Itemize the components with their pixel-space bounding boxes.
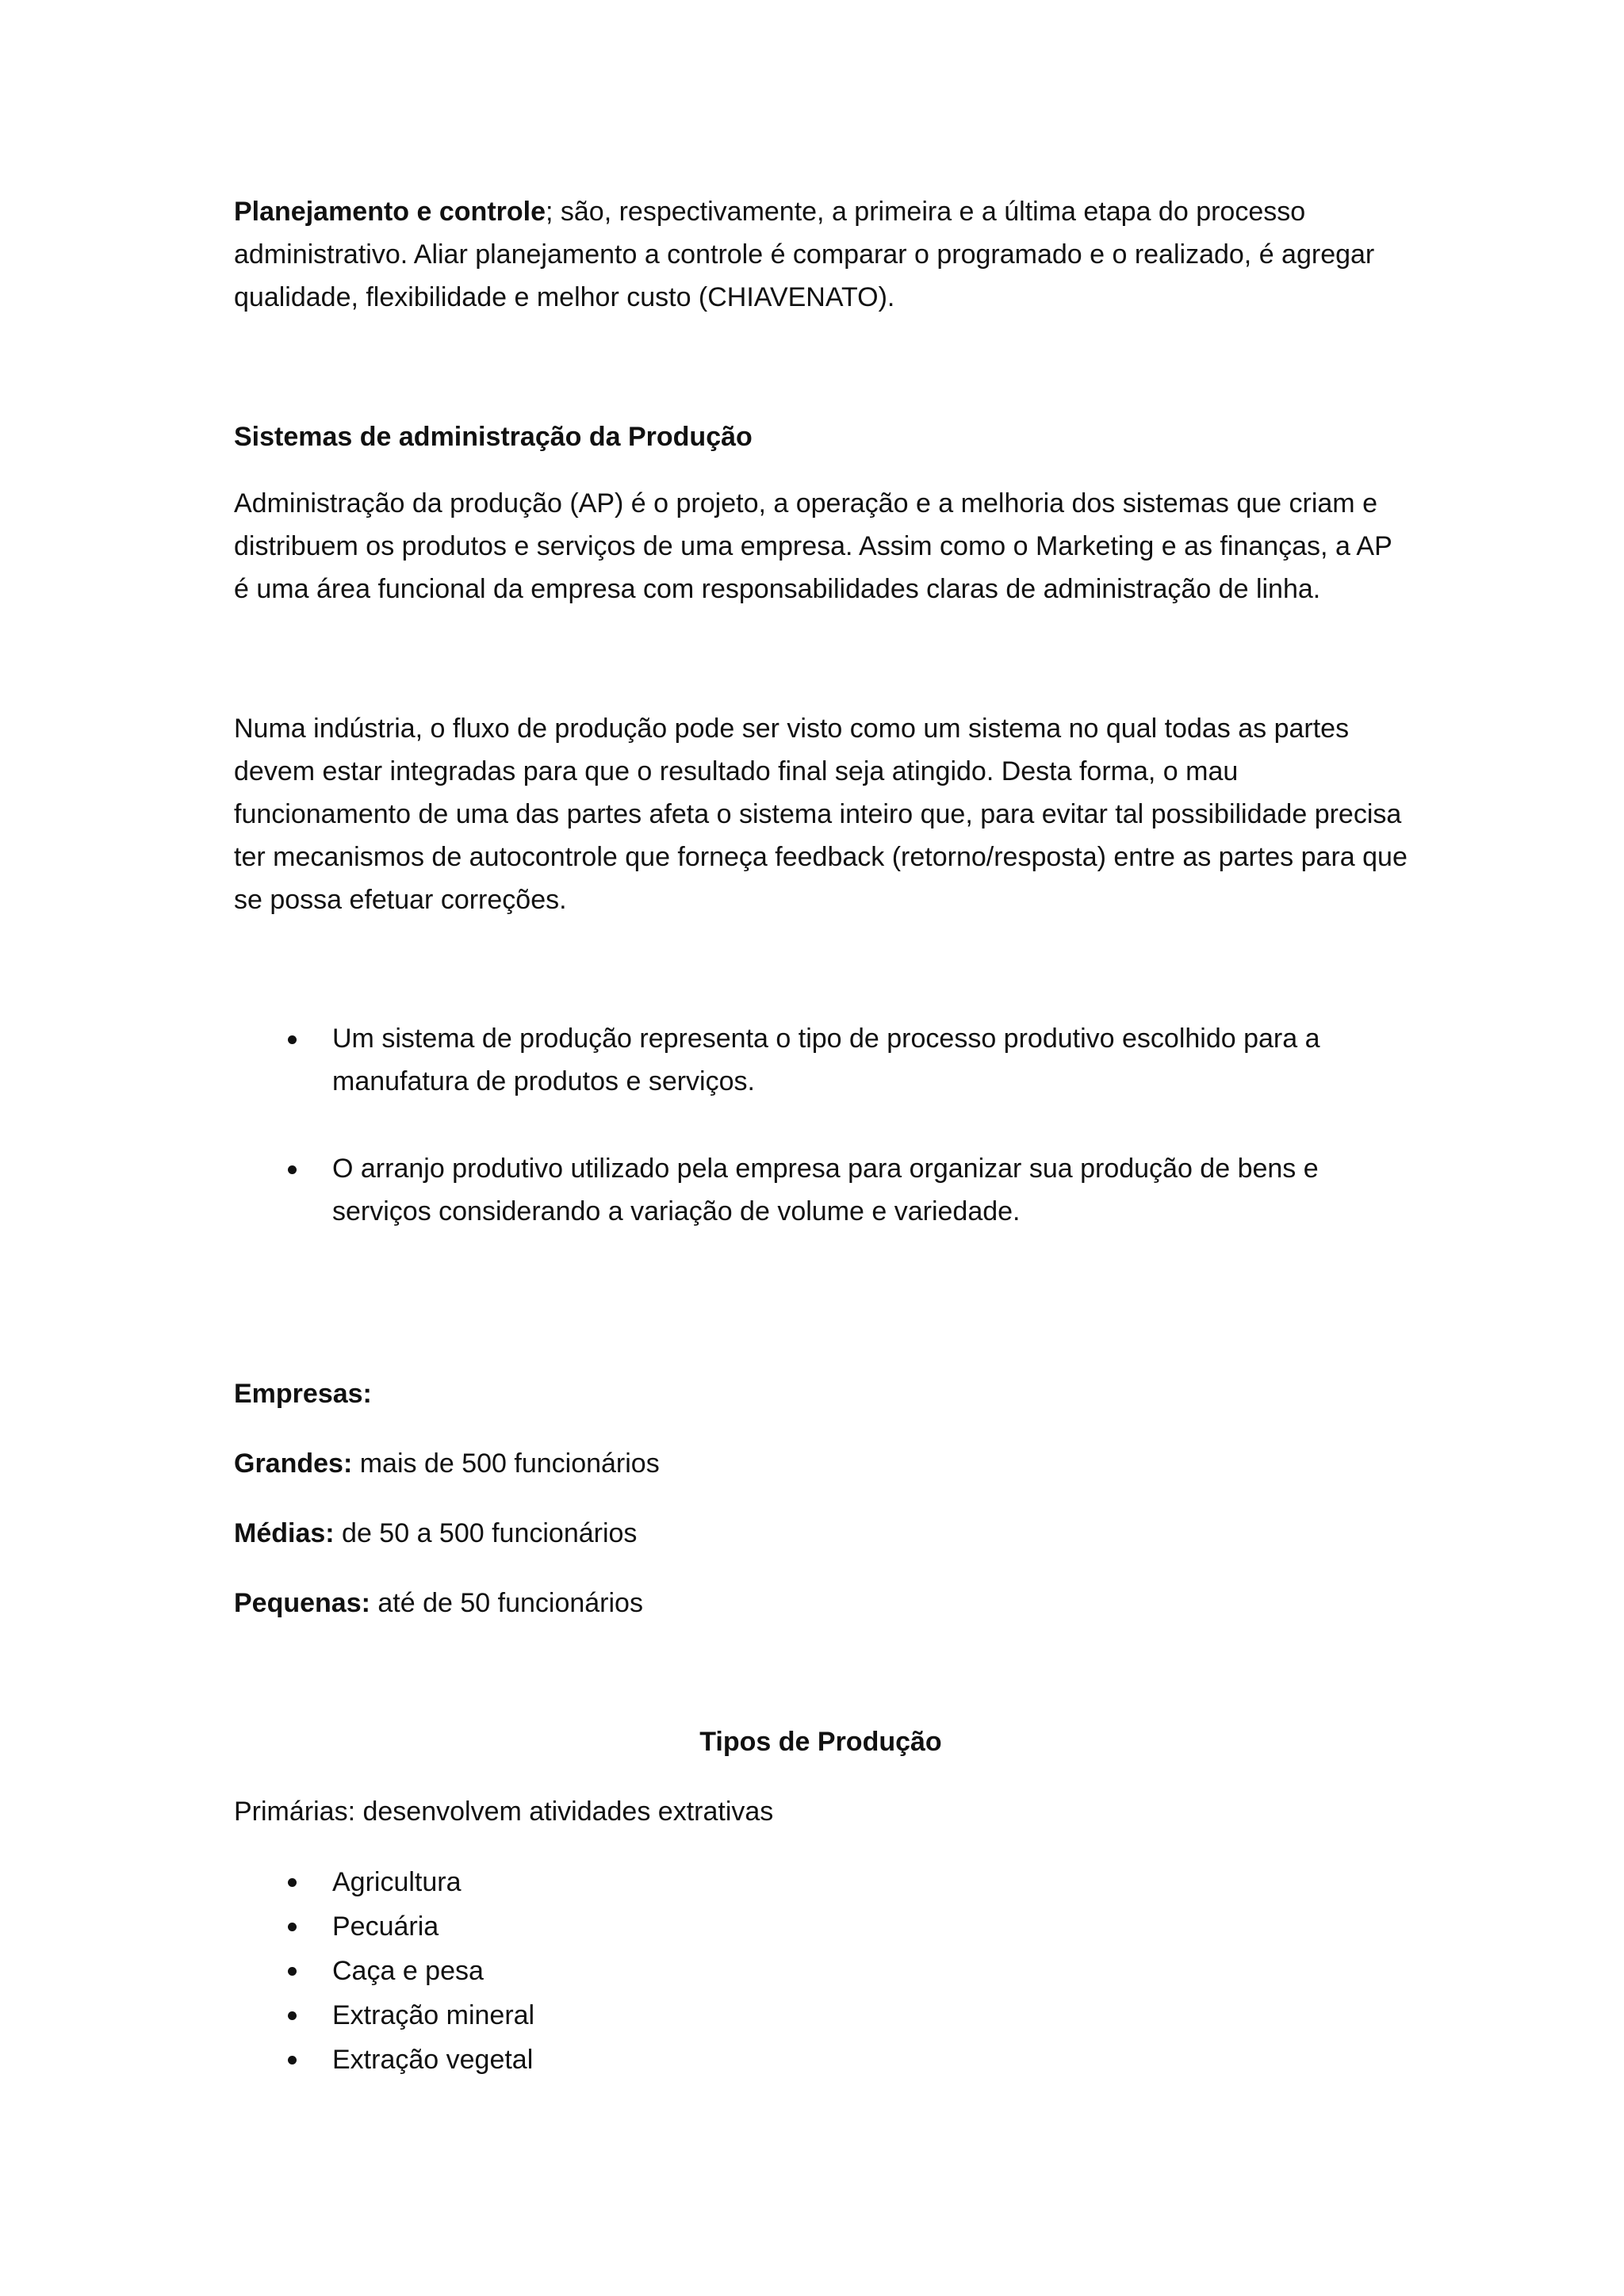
tipos-intro: Primárias: desenvolvem atividades extrativas [234,1797,774,1827]
list-item: Extração mineral [234,1993,1408,2038]
list-item: Caça e pesa [234,1949,1408,1993]
empresas-title: Empresas: [234,1379,372,1409]
company-size-small [234,1582,1408,1624]
production-system-list [234,1017,1408,1233]
tipos-title: Tipos de Produção [699,1727,942,1757]
size-label: Pequenas: [234,1588,370,1618]
list-item: Pecuária [234,1904,1408,1949]
company-size-large [234,1442,1408,1485]
list-item: O arranjo produtivo utilizado pela empresa para organizar sua produção de bens e serviços considerando a variação de volume e variedade. [234,1147,1408,1233]
company-size-medium [234,1512,1408,1555]
size-label: Médias: [234,1518,335,1548]
document-page [234,190,1408,2082]
size-label: Grandes: [234,1448,353,1479]
primary-activities-list [234,1860,1408,2082]
list-item: Extração vegetal [234,2038,1408,2082]
list-item: Um sistema de produção representa o tipo de processo produtivo escolhido para a manufatura de produtos e serviços. [234,1017,1408,1103]
intro-text: ; são, respectivamente, a primeira e a última etapa do processo administrativo. Aliar planejamento a controle é comparar o programado e o realizado, é agregar qualidade, flexibilidade e melhor custo (CHIAVENATO). [234,197,1375,312]
size-text: mais de 500 funcionários [352,1448,660,1479]
intro-bold-lead: Planejamento e controle [234,197,546,227]
paragraph-production-flow: Numa indústria, o fluxo de produção pode ser visto como um sistema no qual todas as partes devem estar integradas para que o resultado final seja atingido. Desta forma, o mau funcionamento de uma das partes afeta o sistema inteiro que, para evitar tal possibilidade precisa ter mecanismos de autocontrole que forneça feedback (retorno/resposta) entre as partes para que se possa efetuar correções. [234,714,1408,915]
section-title-ap: Sistemas de administração da Produção [234,422,753,452]
list-item: Agricultura [234,1860,1408,1904]
intro-paragraph [234,190,1408,319]
paragraph-ap-definition: Administração da produção (AP) é o projeto, a operação e a melhoria dos sistemas que criam e distribuem os produtos e serviços de uma empresa. Assim como o Marketing e as finanças, a AP é uma área funcional da empresa com responsabilidades claras de administração de linha. [234,488,1392,604]
size-text: de 50 a 500 funcionários [334,1518,638,1548]
size-text: até de 50 funcionários [370,1588,643,1618]
